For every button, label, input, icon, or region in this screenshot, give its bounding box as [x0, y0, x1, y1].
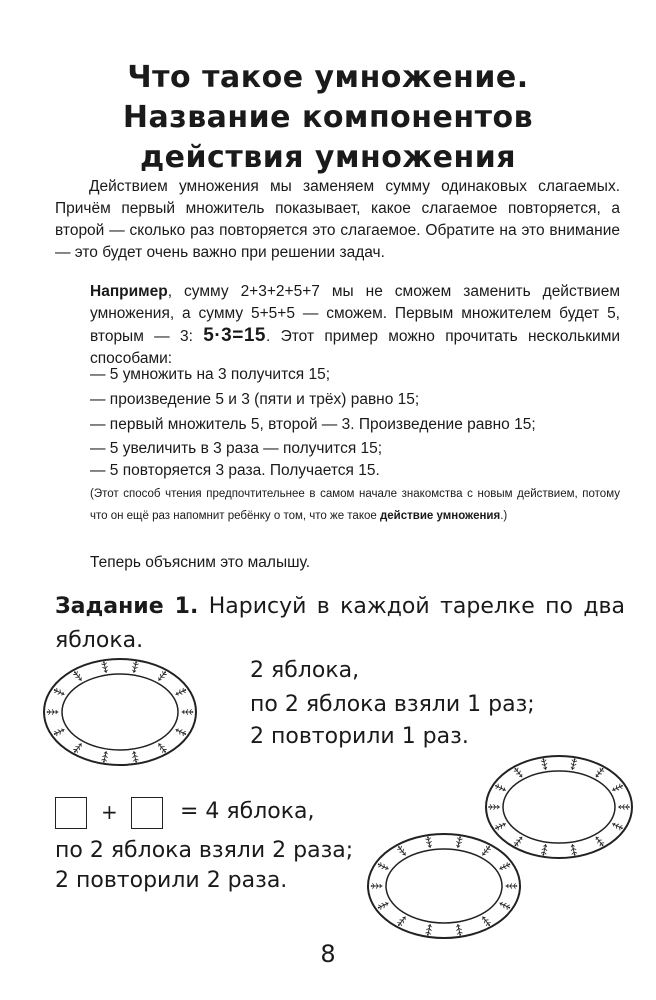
page-title: Что такое умножение. Название компонентов действия умножения [122, 60, 534, 175]
plate-ornament [47, 709, 59, 714]
explain-text: Теперь объясним это малышу. [90, 554, 311, 571]
plate-ornament [182, 709, 194, 714]
plate-ornament [570, 844, 578, 857]
example-formula: 5·3=15 [203, 325, 266, 346]
plate-ornament [53, 727, 66, 737]
plate-ornament [156, 742, 168, 755]
plus-sign: + [101, 800, 118, 824]
plate-ornament [131, 751, 139, 764]
plate-ornament [618, 804, 630, 809]
reading-item: — 5 повторяется 3 раза. Получается 15. [90, 462, 380, 479]
plate-ornament [174, 727, 187, 737]
plate-ornament [570, 758, 578, 771]
block1-line: 2 яблока, [250, 658, 360, 683]
plate-ornament [156, 670, 168, 683]
reading-item: — 5 умножить на 3 получится 15; [90, 366, 331, 383]
plate-icon [364, 830, 524, 942]
plate-ornament [611, 783, 624, 793]
example-paragraph: Например, сумму 2+3+2+5+7 мы не сможем заменить действием умножения, а сумму 5+5+5 — сможем. Первым множителем будет 5, вторым — 3: 5·3=15. Этот пример можно прочитать несколькими способами: [90, 283, 621, 367]
task-label: Задание 1. [55, 594, 199, 619]
plate-ornament [541, 844, 549, 857]
plate-ornament [494, 783, 507, 793]
plate-ornament [53, 687, 66, 697]
block2-result: = 4 яблока, [180, 799, 315, 824]
plate-ornament [611, 821, 624, 831]
reading-item: — первый множитель 5, второй — 3. Произведение равно 15; [90, 416, 536, 433]
task-heading: Задание 1. Нарисуй в каждой тарелке по два яблока. [55, 594, 626, 653]
plate-ornament [131, 661, 139, 674]
plate-ornament [594, 835, 606, 848]
plate-ornament [101, 751, 109, 764]
answer-box[interactable] [131, 797, 163, 829]
reading-item: — 5 увеличить в 3 раза — получится 15; [90, 440, 383, 457]
block2-line: 2 повторили 2 раза. [55, 868, 288, 893]
example-lead: Например [90, 283, 168, 300]
plate-icon [40, 655, 200, 770]
plate-ornament [72, 742, 84, 755]
plate-ornament [72, 670, 84, 683]
block1-line: 2 повторили 1 раз. [250, 724, 469, 749]
reading-item: — произведение 5 и 3 (пяти и трёх) равно 15; [90, 391, 420, 408]
plate-ornament [101, 661, 109, 674]
plate-ornament [488, 804, 500, 809]
answer-box[interactable] [55, 797, 87, 829]
plate-ornament [541, 758, 549, 771]
block1-line: по 2 яблока взяли 1 раз; [250, 692, 535, 717]
plate-ornament [594, 766, 606, 779]
note-text: (Этот способ чтения предпочтительнее в самом начале знакомства с новым действием, потому что он ещё раз напомнит ребёнку о том, что же такое действие умножения.) [90, 488, 620, 522]
plate-ornament [513, 766, 525, 779]
block2-line: по 2 яблока взяли 2 раза; [55, 838, 354, 863]
plate-ornament [174, 687, 187, 697]
intro-paragraph: Действием умножения мы заменяем сумму одинаковых слагаемых. Причём первый множитель показывает, какое слагаемое повторяется, а второй — сколько раз повторяется это слагаемое. Обратите на это внимание — это будет очень важно при решении задач. [55, 178, 620, 261]
page-number: 8 [320, 940, 336, 968]
